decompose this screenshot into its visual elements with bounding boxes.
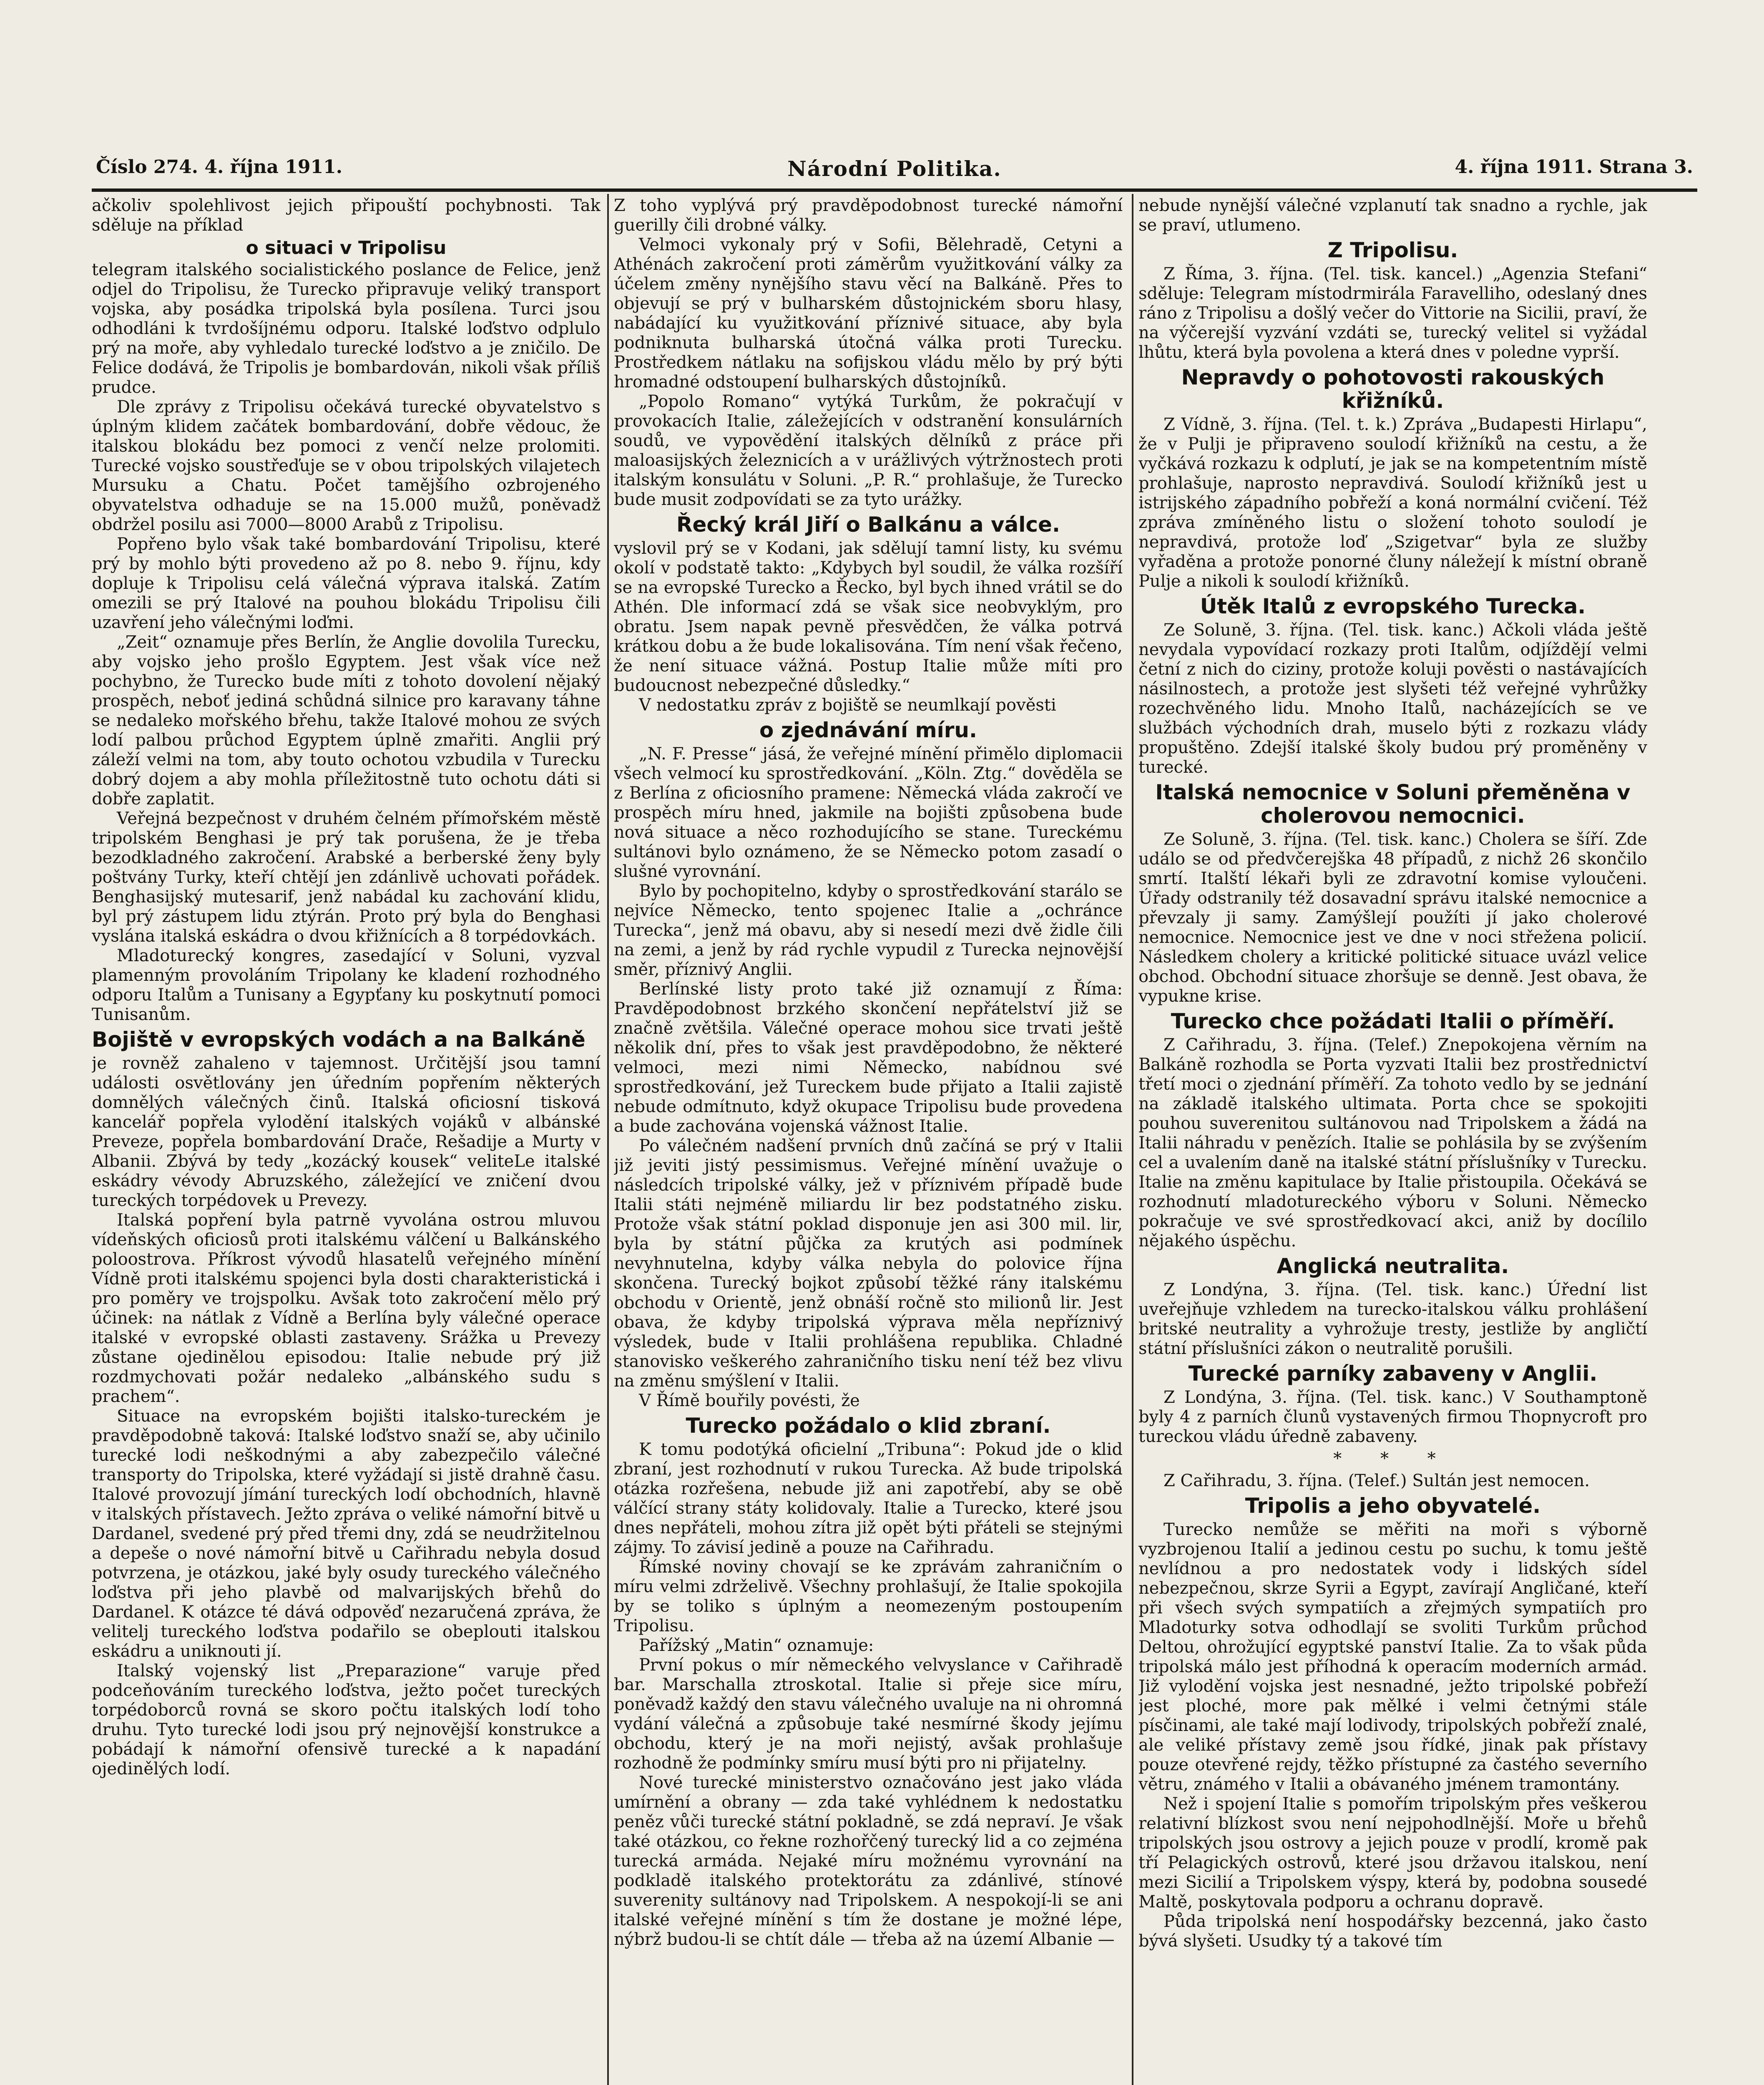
paragraph: Pařížský „Matin“ oznamuje:	[639, 1636, 874, 1655]
column-divider	[1132, 194, 1133, 2085]
section-heading: Tripolis a jeho obyvatelé.	[1245, 1494, 1541, 1518]
paragraph: Než i spojení Italie s pomořím tripolským přes veškerou relativní blízkost svou není nejpohodlnější. Moře u břehů tripolských jsou ostrovy a jejich pouze v prodlí, kromě pak tří Pelagických ostrovů, které jsou državou italskou, není mezi Sicilií a Tripolskem výspy, která by, podobna sousedé Maltě, poskytovala podporu a ochranu dopravě.	[1138, 1794, 1647, 1912]
paragraph: Velmoci vykonaly prý v Sofii, Bělehradě, Cetyni a Athénách zakročení proti záměrům využitkování války za účelem změny nynějšího stavu věcí na Balkáně. Přes to objevují se prý v bulharském důstojnickém sboru hlasy, nabádající ku využitkování příznivé situace, aby byla podniknuta bulharská útočná válka proti Turecku. Prostředkem nátlaku na sofijskou vládu mělo by prý býti hromadné odstoupení bulharských důstojníků.	[614, 235, 1123, 392]
column-3	[1138, 196, 1647, 2085]
paragraph: Turecko nemůže se měřiti na moři s výborně vyzbrojenou Italií a jedinou cestu po suchu, k tomu ještě nevlídnou a pro nedostatek vody i lidských sídel nebezpečnou, skrze Syrii a Egypt, zavírají Angličané, kteří při všech svých sympatiích a zřejmých sympatiích pro Mladoturky sotva odhodlají se svoliti Turkům průchod Deltou, ohrožující egyptské panství Italie. Za to však půda tripolská málo jest příhodná k operacím moderních armád. Již vylodění vojska jest nesnadné, ježto tripolské pobřeží jest ploché, more pak mělké i velmi četnými stále písčinami, ale také mají lodivody, tripolských pobřeží znalé, ale veliké přístavy země jsou řídké, jinak pak přístavy pouze otevřené rejdy, těžko přístupné za častého severního větru, známého v Italii a obávaného jménem tramontány.	[1138, 1520, 1647, 1794]
paragraph: vyslovil prý se v Kodani, jak sdělují tamní listy, ku svému okolí v podstatě takto: „Kdybych byl soudil, že válka rozšíří se na evropské Turecko a Řecko, byl bych ihned vrátil se do Athén. Dle informací zdá se však sice neobvyklým, pro obratu. Jsem napak pevně přesvědčen, že válka potrvá krátkou dobu a že bude lokalisována. Tím není však řečeno, že není situace vážná. Postup Italie může míti pro budoucnost nebezpečné důsledky.“	[614, 539, 1123, 695]
section-heading: Řecký král Jiří o Balkánu a válce.	[676, 512, 1060, 537]
paragraph: Ze Soluně, 3. října. (Tel. tisk. kanc.) Ačkoli vláda ještě nevydala vypovídací rozkazy proti Italům, odjíždějí velmi četní z nich do ciziny, protože koluji pověsti o nastávajících násilnostech, a protože jest slyšeti též veřejné vyhrůžky rozechvěného lidu. Mnoho Italů, nacházejících se ve službách východních drah, muselo býti z rozkazu vlády propuštěno. Zdejší italské školy budou prý proměněny v turecké.	[1138, 620, 1647, 777]
section-heading: Nepravdy o pohotovosti rakouských křižníků.	[1181, 365, 1605, 413]
paragraph: První pokus o mír německého velvyslance v Cařihradě bar. Marschalla ztroskotal. Italie si přeje sice míru, poněvadž každý den stavu válečného uvaluje na ni ohromná vydání válečná a způsobuje také nesmírné škody jejímu obchodu, který je na moři nejistý, avšak prohlašuje rozhodně že podmínky smíru musí býti pro ni přijatelny.	[614, 1655, 1123, 1773]
paragraph: Z Vídně, 3. října. (Tel. t. k.) Zpráva „Budapesti Hirlapu“, že v Pulji je připraveno soulodí křižníků na cestu, a že vyčkává rozkazu k odplutí, je jak se na kompetentním místě prohlašuje, naprosto nepravdivá. Soulodí křižníků jest u istrijského západního pobřeží a koná normální cvičení. Též zpráva zmíněného listu o složení tohoto soulodí je nepravdivá, protože loď „Szigetvar“ byla ze služby vyřaděna a protože ponorné čluny náležejí k místní obraně Pulje a nikoli k soulodí křižníků.	[1138, 415, 1647, 591]
paragraph: Veřejná bezpečnost v druhém čelném přímořském městě tripolském Benghasi je prý tak porušena, že je třeba bezodkladného zakročení. Arabské a berberské ženy byly poštvány Turky, kteří chtějí jen zdánlivě uchovati pořádek. Benghasijský mutesarif, jenž nabádal ku zachování klidu, byl prý zástupem lidu ztýrán. Proto prý byla do Benghasi vyslána italská eskádra o dvou křižnících a 8 torpédovkách.	[92, 809, 601, 946]
paragraph: Nové turecké ministerstvo označováno jest jako vláda umírnění a obrany — zda také vyhlédnem k nedostatku peněz vůči turecké státní pokladně, se zdá nepraví. Je však také otázkou, co řekne rozhořčený turecký lid a co zejména turecká armáda. Nejaké míru možnému vyrovnání na podkladě italského protektorátu za zdánlivé, stínové suverenity sultánovy nad Tripolskem. A nespokojí-li se ani italské veřejné mínění s tím že dostane je možné lépe, nýbrž budou-li se chtít dále — třeba až na území Albanie —	[614, 1773, 1123, 1949]
paragraph: Půda tripolská není hospodářsky bezcenná, jako často bývá slyšeti. Usudky tý a takové tím	[1138, 1912, 1647, 1951]
section-heading: Anglická neutralita.	[1277, 1254, 1509, 1278]
newspaper-page	[63, 0, 1693, 2085]
paragraph: V nedostatku zpráv z bojiště se neumlkají pověsti	[639, 696, 1056, 715]
newspaper-title: Národní Politika.	[787, 156, 1002, 181]
paragraph: V Římě bouřily povésti, že	[639, 1391, 860, 1410]
paragraph: Italská popření byla patrně vyvolána ostrou mluvou vídeňských oficiosů proti italskému válčení u Balkánského poloostrova. Příkrost vývodů hlasatelů veřejného mínění Vídně proti italskému spojenci byla dosti charakteristická i pro poměry ve trojspolku. Avšak toto zakročení mělo prý účinek: na nátlak z Vídně a Berlína byly válečné operace italské v evropské oblasti zastaveny. Srážka u Prevezy zůstane ojedinělou episodou: Italie nebude prý již rozdmychovati požár nedaleko „albánského sudu s prachem“.	[92, 1211, 601, 1406]
paragraph: telegram italského socialistického poslance de Felice, jenž odjel do Tripolisu, že Turecko připravuje veliký transport vojska, aby posádka tripolská byla posílena. Turci jsou odhodláni k tvrdošíjnému odporu. Italské loďstvo odplulo prý na moře, aby vyhledalo turecké loďstvo a je zničilo. De Felice dodává, že Tripolis je bombardován, nikoli však příliš prudce.	[92, 260, 601, 397]
paragraph: Ze Soluně, 3. října. (Tel. tisk. kanc.) Cholera se šíří. Zde událo se od předvčerejška 48 případů, z nichž 26 skončilo smrtí. Italští lékaři byli ze zdravotní komise vyloučeni. Úřady odstranily též dosavadní správu italské nemocnice a převzaly ji samy. Zamýšlejí použíti jí jako cholerové nemocnice. Nemocnice jest ve dne v noci střežena policií. Následkem cholery a kritické politické situace uvázl velice obchod. Obchodní situace zhoršuje se denně. Jest obava, že vypukne krise.	[1138, 830, 1647, 1006]
paragraph: „Popolo Romano“ vytýká Turkům, že pokračují v provokacích Italie, záležejících v odstranění konsulárních soudů, ve vypovědění italských dělníků z práce při maloasijských železnicích a v urážlivých výtržnostech proti italským konsulátu v Soluni. „P. R.“ prohlašuje, že Turecko bude musit zodpovídati se za tyto urážky.	[614, 392, 1123, 509]
paragraph: Z Cařihradu, 3. října. (Telef.) Sultán jest nemocen.	[1163, 1471, 1590, 1490]
section-heading: Z Tripolisu.	[1327, 238, 1458, 262]
section-heading: o zjednávání míru.	[759, 718, 977, 742]
paragraph: Z Říma, 3. října. (Tel. tisk. kancel.) „Agenzia Stefani“ sděluje: Telegram místodrmirála Faravelliho, odeslaný dnes ráno z Tripolisu a došlý večer do Vittorie na Sicilii, praví, že na výčerejší vyzvání vzdáti se, turecký velitel si vyžádal lhůtu, která byla povolena a která dnes v poledne vyprší.	[1138, 264, 1647, 362]
column-1	[92, 196, 601, 2085]
issue-number: Číslo 274. 4. října 1911.	[96, 156, 343, 178]
masthead	[96, 156, 1693, 186]
paragraph: Z Cařihradu, 3. října. (Telef.) Znepokojena věrním na Balkáně rozhodla se Porta vyzvati Italii bez prostřednictví třetí moci o zjednání příměří. Za tohoto vedlo by se jednání na základě italského ultimata. Porta chce se spokojiti pouhou suverenitou sultánovou nad Tripolskem a žádá na Italii náhradu v penězích. Italie se pohlásila by se zvýšením cel a uvalením daně na italské státní příslušníky v Turecku. Italie na změnu kapitulace by Italie přistoupila. Očekává se rozhodnutí mladotureckého výboru v Soluni. Německo pokračuje ve své sprostředkovací akci, aniž by docílilo nějakého úspěchu.	[1138, 1035, 1647, 1251]
paragraph: K tomu podotýká oficielní „Tribuna“: Pokud jde o klid zbraní, jest rozhodnutí v rukou Turecka. Až bude tripolská otázka rozřešena, nebude již ani zapotřebí, aby se obě válčící strany státy kolidovaly. Italie a Turecko, které jsou dnes nepřáteli, mohou zítra již opět býti přáteli se stejnými zájmy. To závisí jedině a pouze na Cařihradu.	[614, 1440, 1123, 1557]
section-separator: * * *	[1333, 1449, 1452, 1468]
paragraph: Mladoturecký kongres, zasedající v Soluni, vyzval plamenným provoláním Tripolany ke kladení rozhodného odporu Italům a Tunisany a Egypťany ku poskytnutí pomoci Tunisanům.	[92, 946, 601, 1024]
paragraph: je rovněž zahaleno v tajemnost. Určitější jsou tamní události osvětlovány jen úředním popřením některých domnělých válečných činů. Italská oficiosní tisková kancelář popřela vylodění italských vojáků v albánské Preveze, popřela bombardování Drače, Rešadije a Murty v Albanii. Zbývá by tedy „kozácký kousek“ veliteLe italské eskádry vévody Abruzského, záležející ve zničení dvou tureckých torpédovek u Prevezy.	[92, 1054, 601, 1210]
paragraph: ačkoliv spolehlivost jejich připouští pochybnosti. Tak sděluje na příklad	[92, 196, 601, 235]
paragraph: „N. F. Presse“ jásá, že veřejné mínění přimělo diplomacii všech velmocí ku sprostředkování. „Köln. Ztg.“ dověděla se z Berlína z oficiosního pramene: Německá vláda zakročí ve prospěch míru hned, jakmile na bojišti způsobena bude nová situace a něco rozhodujícího se stane. Tureckému sultánovi bylo oznámeno, že se Německo potom zasadí o slušné vyrovnání.	[614, 744, 1123, 881]
section-heading: Bojiště v evropských vodách a na Balkáně	[92, 1027, 585, 1052]
section-heading: Útěk Italů z evropského Turecka.	[1200, 594, 1586, 618]
section-heading: Turecké parníky zabaveny v Anglii.	[1188, 1362, 1598, 1386]
paragraph: Po válečném nadšení prvních dnů začíná se prý v Italii již jeviti jistý pessimismus. Veřejné mínění uvažuje o následcích tripolské války, jež v příznivém případě bude Italii státi nejméně miliardu lir bez podstatného zisku. Protože však státní poklad disponuje jen asi 300 mil. lir, byla by státní půjčka za krutých asi podmínek nevyhnutelna, kdyby válka nebyla do polovice října skončena. Turecký bojkot způsobí těžké rány italskému obchodu v Orientě, jenž obnáší ročně sto milionů lir. Jest obava, že kdyby tripolská výprava měla nepříznivý výsledek, bude v Italii prohlášena republika. Chladné stanovisko veškerého zahraničního tisku není též bez vlivu na změnu smýšlení v Italii.	[614, 1136, 1123, 1391]
section-heading: Turecko chce požádati Italii o příměří.	[1171, 1009, 1615, 1033]
paragraph: „Zeit“ oznamuje přes Berlín, že Anglie dovolila Turecku, aby vojsko jeho prošlo Egyptem. Jest však více než pochybno, že Turecko bude míti z tohoto dovolení nějaký prospěch, neboť jediná schůdná silnice pro karavany táhne se nedaleko mořského břehu, takže Italové mohou ze svých lodí palbou průchod Egyptem úplně zmařiti. Anglii prý záleží velmi na tom, aby touto ochotou vzbudila v Turecku dobrý dojem a aby mohla příležitostně tuto ochotu dáti si dobře zaplatit.	[92, 633, 601, 809]
paragraph: Z Londýna, 3. října. (Tel. tisk. kanc.) V Southamptoně byly 4 z parních člunů vystavených firmou Thopnycroft pro tureckou vládu úředně zabaveny.	[1138, 1388, 1647, 1446]
paragraph: Berlínské listy proto také již oznamují z Říma: Pravděpodobnost brzkého skončení nepřátelství již se značně zvětšila. Válečné operace mohou sice trvati ještě několik dní, přes to však jest pravděpodobno, že některé velmoci, mezi nimi Německo, nabídnou své sprostředkování, jež Tureckem bude přijato a Italii zajistě nebude odmítnuto, když okupace Tripolisu bude provedena a bude zachována vojenská vážnost Italie.	[614, 980, 1123, 1136]
section-heading: Turecko požádalo o klid zbraní.	[686, 1414, 1051, 1438]
paragraph: Italský vojenský list „Preparazione“ varuje před podceňováním tureckého loďstva, ježto počet tureckých torpédoborců rovná se skoro počtu italských lodí toho druhu. Tyto turecké lodi jsou prý nejnovější konstrukce a pobádají k námořní ofensivě turecké a k napadání ojedinělých lodí.	[92, 1661, 601, 1779]
paragraph: Situace na evropském bojišti italsko-tureckém je pravděpodobně taková: Italské loďstvo snaží se, aby učinilo turecké lodi neškodnými a aby zabezpečilo válečné transporty do Tripolska, které vyžádají si jistě drahně času. Italové provozují jímání tureckých lodí obchodních, hlavně v italských přístavech. Ježto zpráva o veliké námořní bitvě u Dardanel, svedené prý před třemi dny, zdá se neudržitelnou a depeše o nové námořní bitvě u Cařihradu nebyla dosud potvrzena, je otázkou, jaké byly osudy tureckého válečného loďstva při jeho plavbě od malvarijských břehů do Dardanel. K otázce té dává odpověď nezaručená zpráva, že velitelj tureckého loďstva podařilo se obeplouti italskou eskádru a uniknouti jí.	[92, 1407, 601, 1661]
paragraph: Z toho vyplývá prý pravděpodobnost turecké námořní guerilly čili drobné války.	[614, 196, 1123, 235]
column-2	[614, 196, 1123, 2085]
paragraph: Z Londýna, 3. října. (Tel. tisk. kanc.) Úřední list uveřejňuje vzhledem na turecko-italskou válku prohlášení britské neutrality a vyhrožuje tresty, jestliže by angličtí státní příslušníci zákon o neutralitě porušili.	[1138, 1280, 1647, 1358]
paragraph: nebude nynější válečné vzplanutí tak snadno a rychle, jak se praví, utlumeno.	[1138, 196, 1647, 235]
column-divider	[607, 194, 609, 2085]
header-rule	[92, 188, 1697, 192]
paragraph: Římské noviny chovají se ke zprávám zahraničním o míru velmi zdrželivě. Všechny prohlašují, že Italie spokojila by se toliko s úplným a neomezeným postoupením Tripolisu.	[614, 1557, 1123, 1635]
paragraph: Dle zprávy z Tripolisu očekává turecké obyvatelstvo s úplným klidem začátek bombardování, dobře vědouc, že italskou blokádu bez pomoci z venčí nelze prolomiti. Turecké vojsko soustřeďuje se v obou tripolských vilajetech Mursuku a Chatu. Počet tamějšího ozbrojeného obyvatelstva odhaduje se na 15.000 mužů, poněvadž obdržel posilu asi 7000—8000 Arabů z Tripolisu.	[92, 397, 601, 534]
section-heading: Italská nemocnice v Soluni přeměněna v cholerovou nemocnici.	[1155, 780, 1631, 828]
date-and-page: 4. října 1911. Strana 3.	[1455, 156, 1693, 178]
paragraph: Bylo by pochopitelno, kdyby o sprostředkování starálo se nejvíce Německo, tento spojenec Italie a „ochránce Turecka“, jenž má obavu, aby si nesedí mezi dvě židle čili na zemi, a jenž by rád rychle vypudil z Turecka nejnovější směr, příznivý Anglii.	[614, 882, 1123, 979]
paragraph: Popřeno bylo však také bombardování Tripolisu, které prý by mohlo býti provedeno až po 8. nebo 9. říjnu, kdy dopluje k Tripolisu celá válečná výprava italská. Zatím omezili se prý Italové na pouhou blokádu Tripolisu čili uzavření jeho válečnými loďmi.	[92, 535, 601, 632]
subheading: o situaci v Tripolisu	[246, 237, 447, 259]
